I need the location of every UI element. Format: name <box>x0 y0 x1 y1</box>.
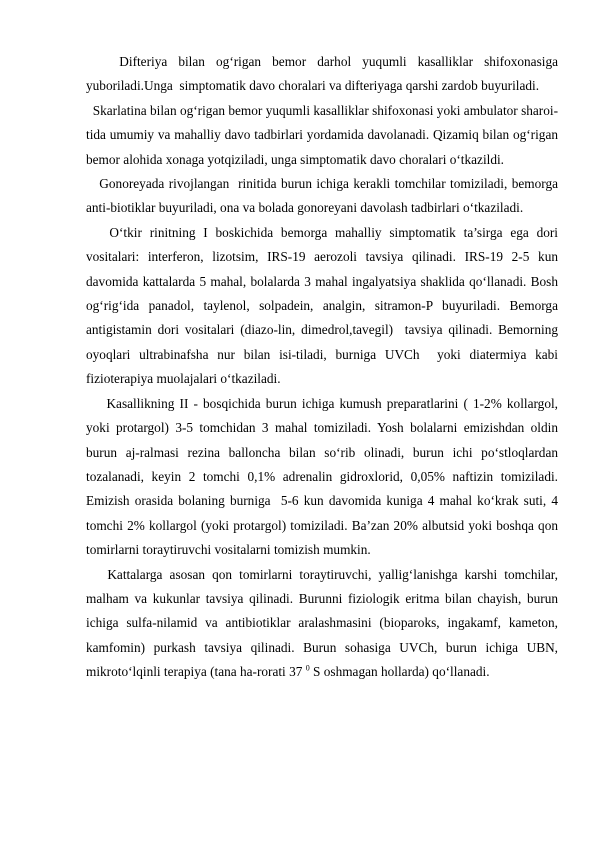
paragraph-scarlet-fever: Skarlatina bilan og‘rigan bemor yuqumli kasalliklar shifoxonasi yoki ambulator sharoi-tida umumiy va mahalliy davo tadbirlari yordamida davolanadi. Qizamiq bilan og‘rigan bemor alohida xonaga yotqiziladi, unga simptomatik davo choralari o‘tkazildi. <box>86 102 562 167</box>
paragraph-acute-rhinitis-stage-1: O‘tkir rinitning I boskichida bemorga mahalliy simptomatik ta’sirga ega dori vositalari: interferon, lizotsim, IRS-19 aerozoli tavsiya qilinadi. IRS-19 2-5 kun davomida kattalarda 5 mahal, bolalarda 3 mahal ingalyatsiya shaklida qo‘llanadi. Bosh og‘rig‘ida panadol, taylenol, solpadein, analgin, sitramon-P buyuriladi. Bemorga antigistamin dori vositalari (diazo-lin, dimedrol,tavegil) tavsiya qilinadi. Bemorning oyoqlari ultrabinafsha nur bilan isi-tiladi, burniga UVCh yoki diatermiya kabi fizioterapiya muolajalari o‘tkaziladi. <box>86 224 562 387</box>
paragraph-adults-tail: S oshmagan hollarda) qo‘llanadi. <box>309 664 490 680</box>
degree-superscript: 0 <box>305 663 310 673</box>
paragraph-gonorrhea: Gonoreyada rivojlangan rinitida burun ichiga kerakli tomchilar tomiziladi, bemorga anti-biotiklar buyuriladi, ona va bolada gonoreyani davolash tadbirlari o‘tkaziladi. <box>86 176 562 216</box>
paragraph-adults <box>86 563 562 685</box>
paragraph-diphtheria: Difteriya bilan og‘rigan bemor darhol yuqumli kasalliklar shifoxonasiga yuboriladi.Unga simptomatik davo choralari va difteriyaga qarshi zardob buyuriladi. <box>86 54 562 94</box>
paragraph-adults-text: Kattalarga asosan qon tomirlarni toraytiruvchi, yallig‘lanishga karshi tomchilar, malham va kukunlar tavsiya qilinadi. Burunni fiziologik eritma bilan chayish, burun ichiga sulfa-nilamid va antibiotiklar aralashmasini (bioparoks, ingakamf, kameton, kamfomin) purkash tavsiya qilinadi. Burun sohasiga UVCh, burun ichiga UBN, mikroto‘lqinli terapiya (tana ha-rorati 37 <box>86 566 562 680</box>
paragraph-stage-2: Kasallikning II - bosqichida burun ichiga kumush preparatlarini ( 1-2% kollargol, yoki protargol) 3-5 tomchidan 3 mahal tomiziladi. Yosh bolalarni emizishdan oldin burun aj-ralmasi rezina balloncha bilan so‘rib olinadi, burun ichi po‘stloqlardan tozalanadi, keyin 2 tomchi 0,1% adrenalin gidroxlorid, 0,05% naftizin tomiziladi. Emizish orasida bolaning burniga 5-6 kun davomida kuniga 4 mahal ko‘krak suti, 4 tomchi 2% kollargol (yoki protargol) tomiziladi. Ba’zan 20% albutsid yoki boshqa qon tomirlarni toraytiruvchi vositalarni tomizish mumkin. <box>86 395 562 558</box>
